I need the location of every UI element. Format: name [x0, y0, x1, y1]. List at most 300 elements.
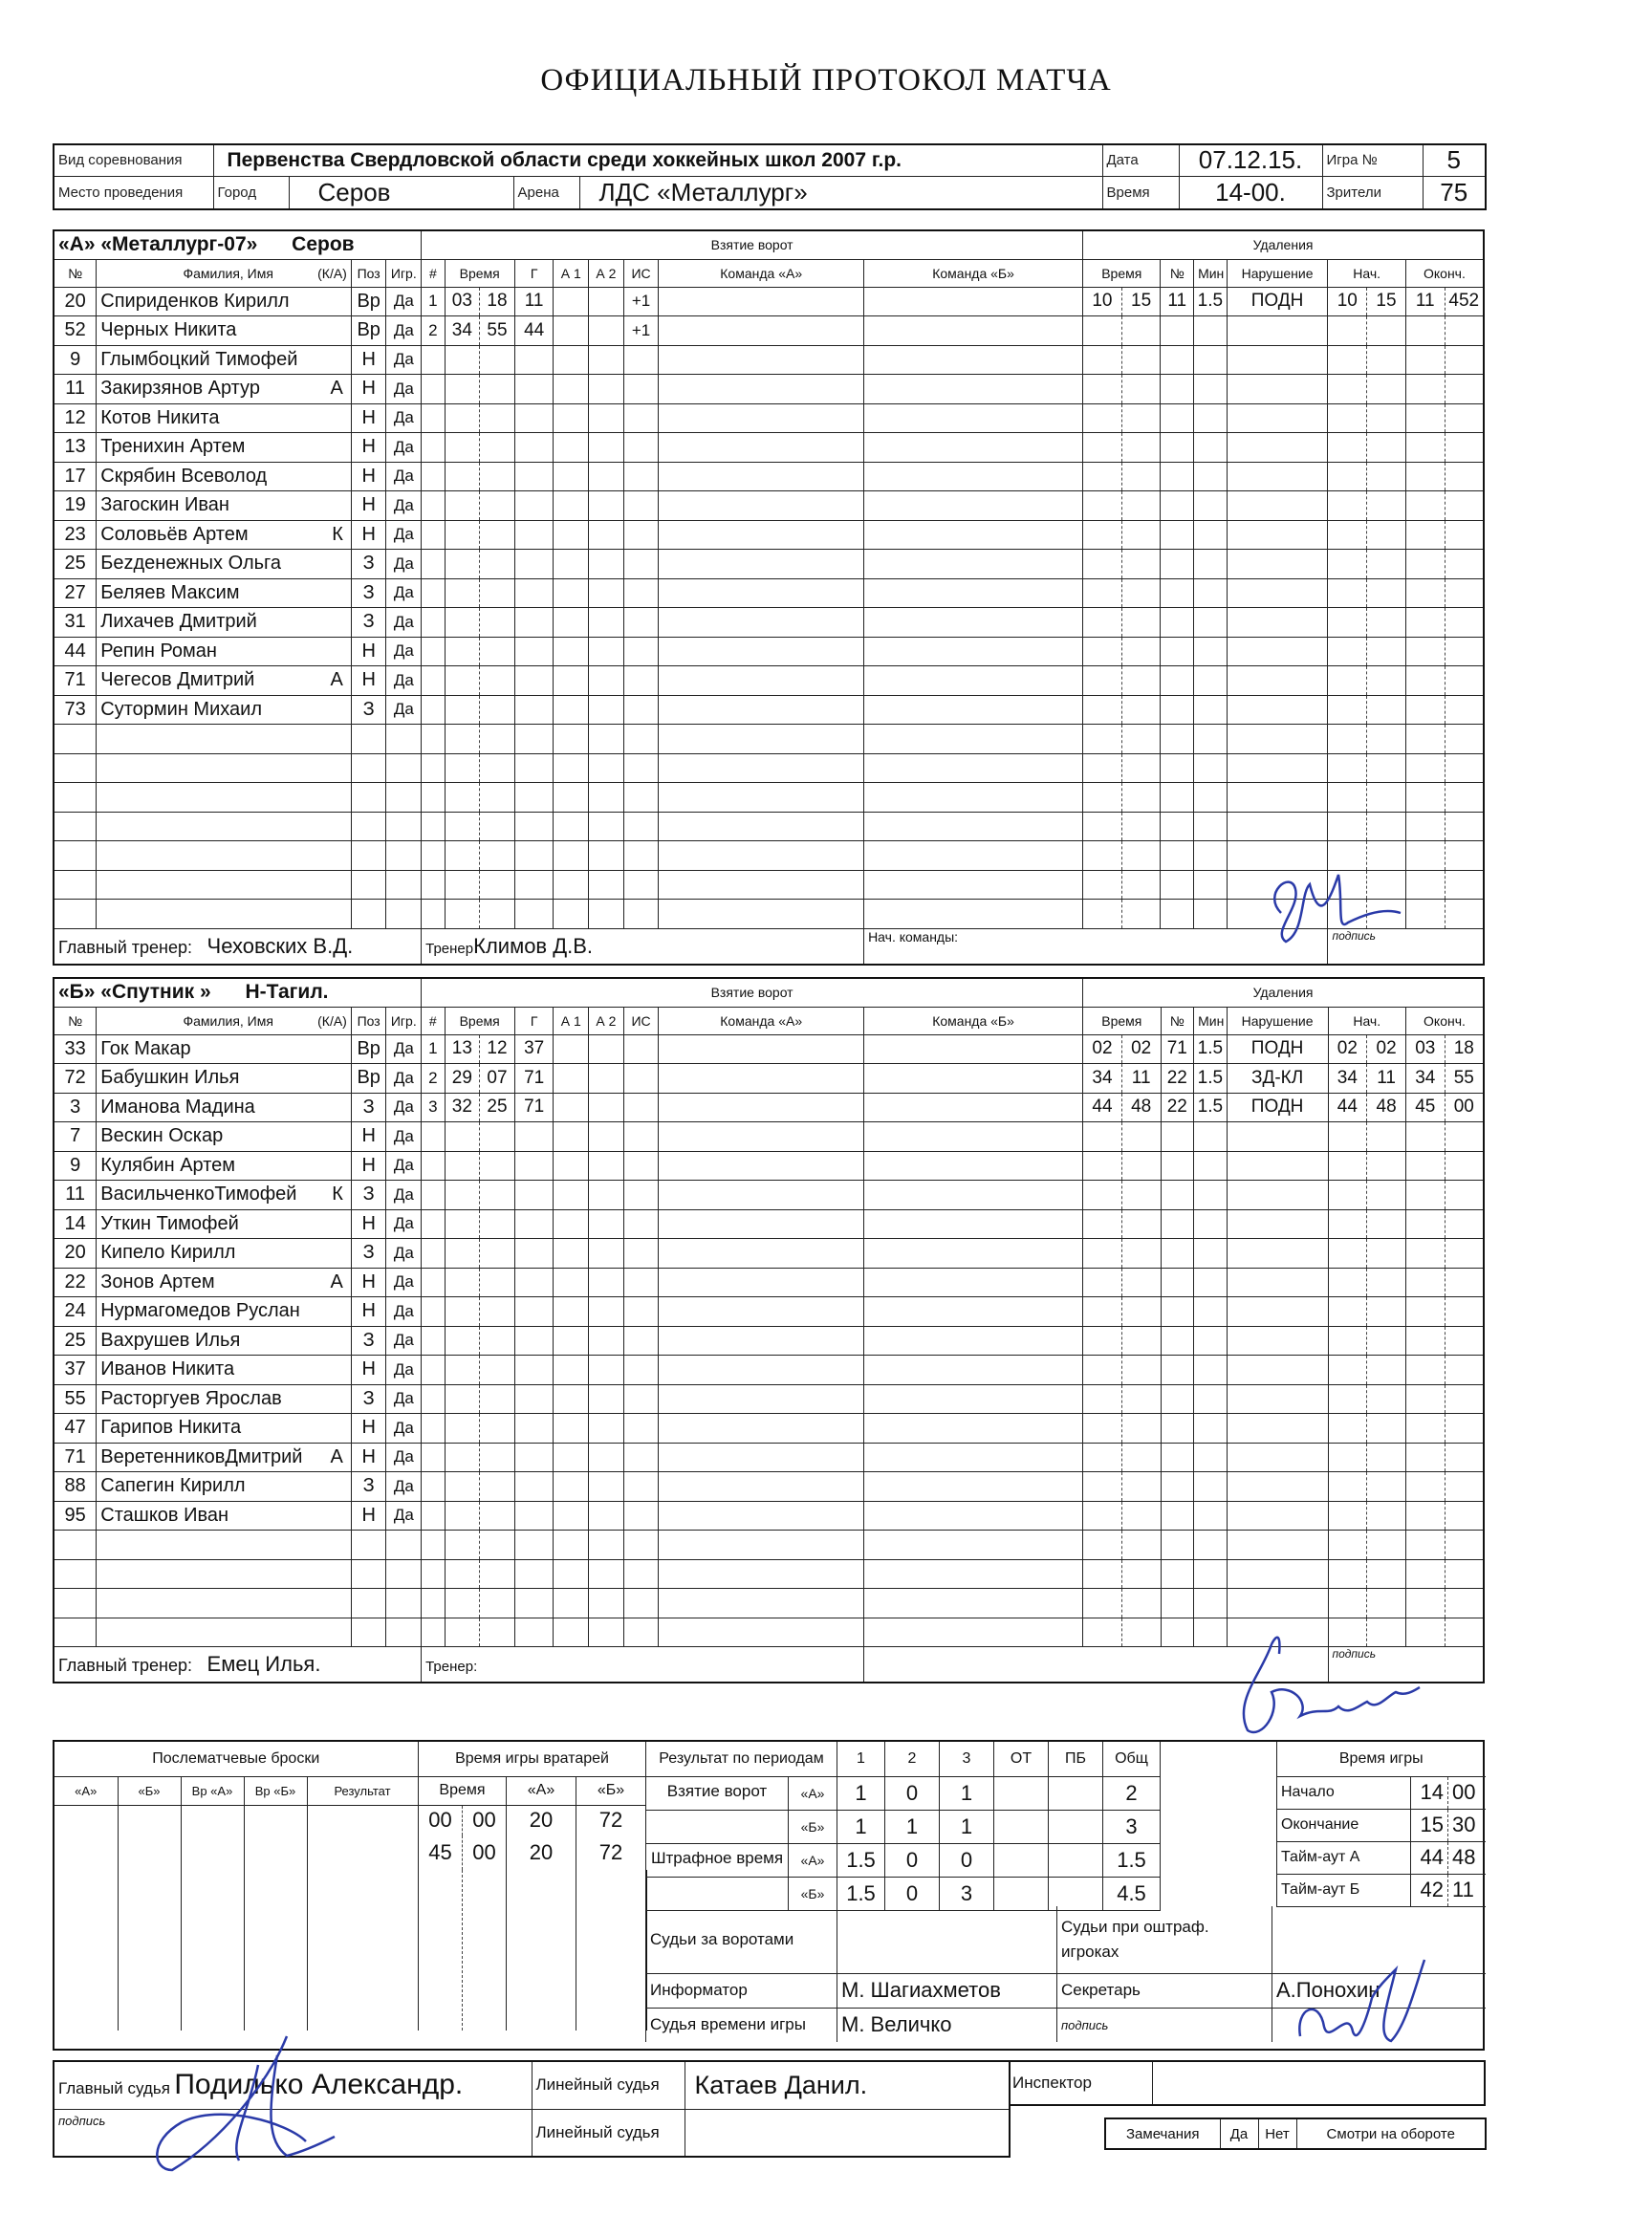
player-name-cell	[97, 841, 352, 871]
player-position: Н	[351, 462, 386, 491]
pen-start-min	[1328, 578, 1367, 608]
pen-min	[1083, 1501, 1122, 1531]
goal-sec	[480, 841, 515, 871]
goal-assist1	[554, 753, 589, 783]
player-number: 88	[54, 1472, 97, 1502]
pen-start-min	[1328, 1326, 1367, 1356]
pim-cell: 4.5	[1103, 1877, 1161, 1910]
pen-player	[1161, 725, 1194, 754]
player-number: 22	[54, 1268, 97, 1297]
goal-situation	[623, 1618, 659, 1647]
player-plays: Да	[386, 1414, 422, 1444]
pen-minutes	[1194, 1268, 1228, 1297]
pen-min	[1083, 316, 1122, 346]
pen-min	[1083, 1326, 1122, 1356]
pen-player	[1161, 1268, 1194, 1297]
pen-end-min	[1405, 1531, 1445, 1560]
player-number: 19	[54, 491, 97, 521]
goal-sec: 55	[480, 316, 515, 346]
player-name: Вескин Оскар	[100, 1125, 224, 1147]
player-name-cell	[97, 753, 352, 783]
pen-start-min	[1328, 1472, 1367, 1502]
goal-number	[422, 695, 445, 725]
player-number: 3	[54, 1093, 97, 1122]
goal-situation	[623, 695, 659, 725]
pen-end-min	[1405, 666, 1445, 696]
officials-table	[645, 1906, 1486, 2042]
goal-scorer	[514, 1268, 554, 1297]
goal-number	[422, 725, 445, 754]
pen-minutes	[1194, 812, 1228, 841]
player-number: 95	[54, 1501, 97, 1531]
pen-min	[1083, 695, 1122, 725]
pen-sec	[1121, 725, 1161, 754]
goal-assist1	[554, 666, 589, 696]
goal-scorer	[514, 695, 554, 725]
player-position	[351, 870, 386, 900]
col-pen-no: №	[1161, 1007, 1194, 1034]
goal-number	[422, 1268, 445, 1297]
pen-min	[1083, 578, 1122, 608]
pen-minutes	[1194, 783, 1228, 813]
team-a-onice	[659, 1501, 864, 1531]
end-h: 15	[1411, 1809, 1448, 1841]
pen-sec	[1121, 1472, 1161, 1502]
summary-section	[53, 1740, 1485, 2051]
goal-min	[445, 375, 480, 404]
pen-start-min	[1328, 1297, 1367, 1327]
pen-end-min	[1405, 1122, 1445, 1152]
team-b-onice	[864, 1034, 1083, 1064]
player-plays: Да	[386, 433, 422, 463]
coach-cell	[422, 1647, 864, 1683]
goal-min	[445, 1443, 480, 1472]
pen-player	[1161, 1326, 1194, 1356]
pen-start-sec	[1367, 666, 1406, 696]
pen-infraction	[1227, 433, 1328, 463]
col-name: Фамилия, Имя	[183, 1012, 273, 1029]
pen-end-sec	[1445, 433, 1484, 463]
pen-sec	[1121, 1531, 1161, 1560]
team-b-onice	[864, 900, 1083, 929]
pen-end-min	[1405, 637, 1445, 666]
player-name: Скрябин Всеволод	[100, 465, 268, 487]
goal-situation	[623, 1531, 659, 1560]
shootout-col: Результат	[307, 1776, 418, 1805]
goal-situation	[623, 1356, 659, 1385]
player-name-cell	[97, 1151, 352, 1181]
team-a-onice	[659, 841, 864, 871]
pen-player	[1161, 403, 1194, 433]
sign-label: подпись	[1332, 928, 1376, 943]
pen-end-sec	[1445, 578, 1484, 608]
competition-value: Первенства Свердловской области среди хоккейных школ 2007 г.р.	[213, 144, 1102, 176]
player-role: А	[330, 669, 343, 691]
pen-infraction	[1227, 1239, 1328, 1269]
pen-infraction	[1227, 1384, 1328, 1414]
col-team-b: Команда «Б»	[864, 259, 1083, 287]
pen-sec	[1121, 491, 1161, 521]
pen-end-sec	[1445, 550, 1484, 579]
pen-start-sec	[1367, 1209, 1406, 1239]
end-m: 30	[1448, 1809, 1486, 1841]
pen-end-sec	[1445, 841, 1484, 871]
player-name-cell	[97, 1181, 352, 1210]
goal-scorer	[514, 1618, 554, 1647]
player-plays: Да	[386, 1093, 422, 1122]
goal-min	[445, 1356, 480, 1385]
remarks-no[interactable]: Нет	[1258, 2118, 1296, 2149]
goal-sec	[480, 1268, 515, 1297]
goal-assist1	[554, 375, 589, 404]
player-plays: Да	[386, 1122, 422, 1152]
goal-min	[445, 1531, 480, 1560]
pen-min	[1083, 1356, 1122, 1385]
goal-assist1	[554, 1589, 589, 1618]
pen-start-min	[1328, 1589, 1367, 1618]
pen-end-min	[1405, 1501, 1445, 1531]
pen-min	[1083, 1384, 1122, 1414]
goal-scorer	[514, 725, 554, 754]
pen-start-min	[1328, 316, 1367, 346]
goal-scorer	[514, 637, 554, 666]
col-a2: А 2	[589, 259, 624, 287]
teamA-table	[53, 229, 1485, 966]
goal-min	[445, 1209, 480, 1239]
goal-scorer	[514, 1297, 554, 1327]
pim-cell	[994, 1843, 1049, 1877]
pen-start-min	[1328, 1559, 1367, 1589]
timekeeper-value: М. Величко	[837, 2008, 1057, 2042]
pen-end-sec	[1445, 1384, 1484, 1414]
pen-player	[1161, 1239, 1194, 1269]
pen-start-min	[1328, 1209, 1367, 1239]
goal-sec	[480, 550, 515, 579]
player-plays	[386, 1589, 422, 1618]
player-name-cell	[97, 1209, 352, 1239]
player-number	[54, 900, 97, 929]
remarks-yes[interactable]: Да	[1220, 2118, 1258, 2149]
player-plays: Да	[386, 1239, 422, 1269]
pim-cell	[1049, 1843, 1103, 1877]
pen-minutes	[1194, 608, 1228, 638]
goal-sec	[480, 1384, 515, 1414]
team-a-onice	[659, 433, 864, 463]
goal-assist1	[554, 1326, 589, 1356]
player-plays: Да	[386, 287, 422, 316]
goal-min	[445, 870, 480, 900]
pen-infraction	[1227, 666, 1328, 696]
pen-player	[1161, 491, 1194, 521]
pen-start-min	[1328, 1443, 1367, 1472]
shootout-col: «Б»	[118, 1776, 181, 1805]
player-plays: Да	[386, 550, 422, 579]
penalties-title: Удаления	[1083, 978, 1484, 1007]
pen-start-min: 34	[1328, 1064, 1367, 1094]
player-name: Уткин Тимофей	[100, 1212, 239, 1234]
pim-cell	[1049, 1877, 1103, 1910]
col-play: Игр.	[386, 1007, 422, 1034]
pen-minutes	[1194, 1356, 1228, 1385]
pen-infraction	[1227, 1589, 1328, 1618]
pen-start-sec: 48	[1367, 1093, 1406, 1122]
team-a-onice	[659, 637, 864, 666]
pen-infraction	[1227, 578, 1328, 608]
pen-min	[1083, 1151, 1122, 1181]
player-name-cell	[97, 462, 352, 491]
goal-assist2	[589, 841, 624, 871]
goal-min	[445, 491, 480, 521]
linesman2-value	[685, 2109, 1010, 2157]
player-name: Сутормин Михаил	[100, 698, 262, 720]
pen-start-sec	[1367, 783, 1406, 813]
pen-min	[1083, 1181, 1122, 1210]
team-name: «Спутник »	[100, 981, 211, 1004]
pen-end-min	[1405, 550, 1445, 579]
goal-assist1	[554, 637, 589, 666]
pen-start-min	[1328, 812, 1367, 841]
goal-sec	[480, 1181, 515, 1210]
team-a-onice	[659, 1326, 864, 1356]
goal-sec	[480, 812, 515, 841]
goal-situation	[623, 462, 659, 491]
goal-sec	[480, 1356, 515, 1385]
goal-situation	[623, 550, 659, 579]
goal-sec	[480, 1618, 515, 1647]
player-number: 20	[54, 1239, 97, 1269]
pen-start-min	[1328, 1414, 1367, 1444]
pen-start-min	[1328, 1122, 1367, 1152]
player-position: Н	[351, 1443, 386, 1472]
team-b-onice	[864, 1209, 1083, 1239]
goal-assist1	[554, 1501, 589, 1531]
goal-assist2	[589, 900, 624, 929]
goal-situation	[623, 403, 659, 433]
goal-assist2	[589, 375, 624, 404]
goal-number	[422, 1472, 445, 1502]
goal-assist2	[589, 578, 624, 608]
pen-minutes	[1194, 1239, 1228, 1269]
pen-min	[1083, 1297, 1122, 1327]
goal-assist2	[589, 1414, 624, 1444]
goal-number	[422, 550, 445, 579]
pen-sec	[1121, 1356, 1161, 1385]
penalty-judges-label: Судьи при оштраф. игроках	[1057, 1906, 1272, 1973]
blank	[646, 1811, 789, 1843]
goal-assist2	[589, 1326, 624, 1356]
player-number	[54, 812, 97, 841]
sign-cell	[1328, 1647, 1484, 1683]
pen-end-min	[1405, 403, 1445, 433]
pen-sec	[1121, 783, 1161, 813]
pen-sec: 48	[1121, 1093, 1161, 1122]
pen-end-min	[1405, 841, 1445, 871]
pen-end-min	[1405, 1589, 1445, 1618]
player-name: Закирзянов Артур	[100, 378, 260, 400]
goal-sec	[480, 1209, 515, 1239]
pen-start-sec	[1367, 900, 1406, 929]
goal-assist2	[589, 1501, 624, 1531]
team-b-onice	[864, 316, 1083, 346]
pen-player	[1161, 1209, 1194, 1239]
player-name-cell	[97, 1384, 352, 1414]
chief-cell	[864, 1647, 1328, 1683]
pen-start-min	[1328, 1181, 1367, 1210]
pen-infraction	[1227, 375, 1328, 404]
goal-situation	[623, 1034, 659, 1064]
goal-min	[445, 1151, 480, 1181]
pim-cell: 0	[940, 1843, 994, 1877]
pen-infraction	[1227, 812, 1328, 841]
goal-number	[422, 1151, 445, 1181]
team-a-onice	[659, 1531, 864, 1560]
pen-min	[1083, 1239, 1122, 1269]
pen-end-min	[1405, 462, 1445, 491]
goal-scorer	[514, 375, 554, 404]
goal-scorer	[514, 1531, 554, 1560]
pen-start-sec	[1367, 550, 1406, 579]
goal-assist2	[589, 316, 624, 346]
goal-scorer	[514, 520, 554, 550]
player-plays: Да	[386, 375, 422, 404]
goal-min	[445, 900, 480, 929]
pen-min: 02	[1083, 1034, 1122, 1064]
goal-number	[422, 403, 445, 433]
player-number: 25	[54, 550, 97, 579]
pen-start-min: 10	[1328, 287, 1367, 316]
team-a-onice	[659, 1034, 864, 1064]
goal-situation	[623, 1181, 659, 1210]
goal-scorer	[514, 433, 554, 463]
player-number: 9	[54, 345, 97, 375]
pen-start-min	[1328, 1531, 1367, 1560]
pen-sec	[1121, 1209, 1161, 1239]
pen-player	[1161, 433, 1194, 463]
head-coach-value: Чеховских В.Д.	[206, 933, 354, 958]
pen-sec	[1121, 753, 1161, 783]
pen-player: 11	[1161, 287, 1194, 316]
player-number	[54, 1618, 97, 1647]
player-name: Лихачев Дмитрий	[100, 611, 257, 633]
goal-situation	[623, 375, 659, 404]
team-b-onice	[864, 1443, 1083, 1472]
pen-sec	[1121, 1618, 1161, 1647]
player-name: Расторгуев Ярослав	[100, 1387, 282, 1409]
goal-scorer	[514, 578, 554, 608]
pen-start-sec	[1367, 841, 1406, 871]
player-number: 72	[54, 1064, 97, 1094]
col-pen-start: Нач.	[1328, 1007, 1405, 1034]
player-position	[351, 753, 386, 783]
goal-min	[445, 550, 480, 579]
player-name-cell	[97, 666, 352, 696]
pen-minutes	[1194, 1209, 1228, 1239]
pen-minutes: 1.5	[1194, 1064, 1228, 1094]
col-pen-min: Мин	[1194, 259, 1228, 287]
goal-number	[422, 578, 445, 608]
pen-start-sec	[1367, 870, 1406, 900]
goal-scorer	[514, 841, 554, 871]
goal-assist2	[589, 695, 624, 725]
pen-sec	[1121, 1501, 1161, 1531]
pen-sec	[1121, 1181, 1161, 1210]
goal-number	[422, 375, 445, 404]
col-is: ИС	[623, 259, 659, 287]
goal-assist2	[589, 1122, 624, 1152]
pen-start-sec	[1367, 1151, 1406, 1181]
player-name-cell	[97, 695, 352, 725]
goal-sec	[480, 1326, 515, 1356]
goal-assist2	[589, 520, 624, 550]
pen-end-min	[1405, 1443, 1445, 1472]
goal-min	[445, 520, 480, 550]
pen-end-min	[1405, 695, 1445, 725]
team-b-onice	[864, 1181, 1083, 1210]
goal-min	[445, 725, 480, 754]
goal-number	[422, 1443, 445, 1472]
team-a-onice	[659, 316, 864, 346]
pim-cell: 0	[885, 1877, 940, 1910]
goal-assist1	[554, 578, 589, 608]
pen-minutes	[1194, 1151, 1228, 1181]
goal-number	[422, 1326, 445, 1356]
goals-cell: 3	[1103, 1810, 1161, 1843]
team-a-onice	[659, 403, 864, 433]
goal-sec	[480, 1297, 515, 1327]
pen-player	[1161, 345, 1194, 375]
player-plays: Да	[386, 491, 422, 521]
goal-assist2	[589, 812, 624, 841]
goals-cell	[1049, 1810, 1103, 1843]
pen-min	[1083, 345, 1122, 375]
team-b-onice	[864, 1326, 1083, 1356]
player-position	[351, 1589, 386, 1618]
periods-title: Результат по периодам	[646, 1742, 837, 1776]
pen-player	[1161, 1181, 1194, 1210]
team-b-onice	[864, 841, 1083, 871]
player-position: Н	[351, 637, 386, 666]
pen-end-sec	[1445, 1122, 1484, 1152]
shootout-col: Вр «Б»	[244, 1776, 307, 1805]
team-a-onice	[659, 520, 864, 550]
pen-minutes	[1194, 1531, 1228, 1560]
pen-infraction	[1227, 403, 1328, 433]
player-name-cell	[97, 1268, 352, 1297]
start-h: 14	[1411, 1776, 1448, 1809]
goal-assist2	[589, 345, 624, 375]
goal-sec	[480, 1531, 515, 1560]
team-tag: «Б»	[800, 1818, 825, 1835]
player-number: 11	[54, 375, 97, 404]
goal-sec	[480, 1472, 515, 1502]
period-row-label	[646, 1843, 837, 1877]
pen-minutes	[1194, 900, 1228, 929]
goal-situation	[623, 1151, 659, 1181]
goal-min	[445, 1618, 480, 1647]
pen-end-min	[1405, 1268, 1445, 1297]
player-plays: Да	[386, 462, 422, 491]
pen-player	[1161, 316, 1194, 346]
pen-infraction	[1227, 1414, 1328, 1444]
goals-label: Взятие ворот	[646, 1781, 789, 1811]
team-header	[54, 978, 422, 1007]
pen-end-sec	[1445, 812, 1484, 841]
player-position: З	[351, 608, 386, 638]
player-name: Иманова Мадина	[100, 1096, 255, 1118]
head-coach-cell	[54, 928, 422, 965]
pen-start-min	[1328, 520, 1367, 550]
goal-situation: +1	[623, 316, 659, 346]
